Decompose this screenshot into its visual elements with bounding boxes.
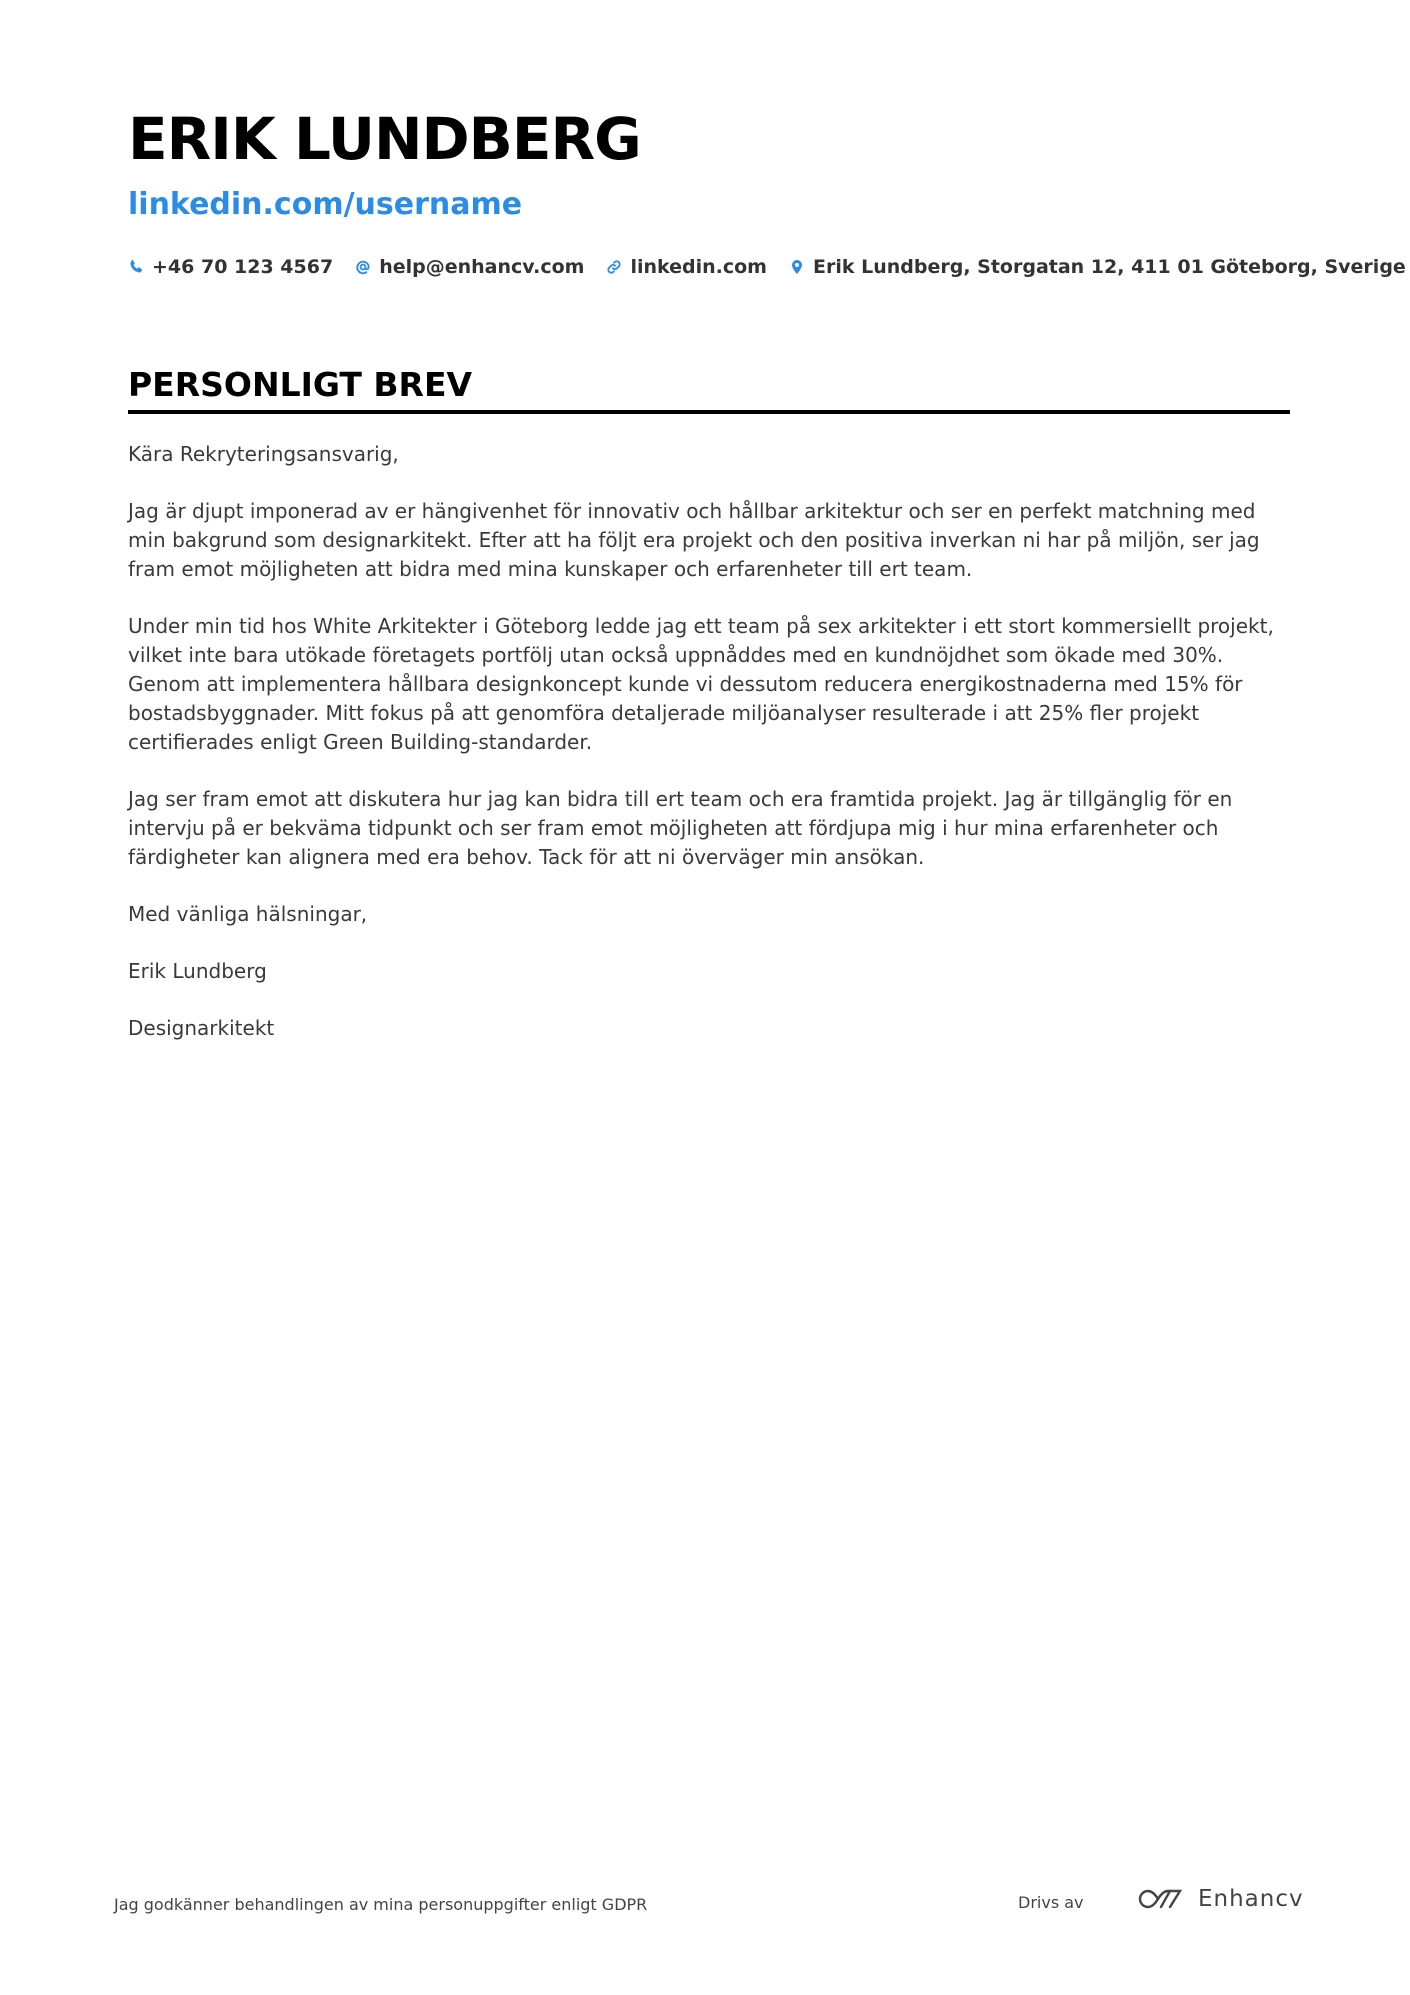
letter-closing: Med vänliga hälsningar, <box>128 902 368 926</box>
section-divider <box>128 410 1290 414</box>
signature-title: Designarkitekt <box>128 1016 275 1040</box>
letter-greeting: Kära Rekryteringsansvarig, <box>128 442 399 466</box>
contact-address <box>789 256 1406 278</box>
location-pin-icon <box>789 259 805 275</box>
contact-linkedin[interactable] <box>606 256 767 278</box>
signature-name: Erik Lundberg <box>128 959 267 983</box>
phone-icon <box>128 259 144 275</box>
link-icon <box>606 259 622 275</box>
letter-body <box>128 440 1290 1071</box>
gdpr-consent-text: Jag godkänner behandlingen av mina personuppgifter enligt GDPR <box>114 1895 648 1914</box>
contact-phone[interactable] <box>128 256 333 278</box>
enhancv-brand-name: Enhancv <box>1198 1886 1304 1912</box>
linkedin-subtitle-link[interactable]: linkedin.com/username <box>128 187 523 222</box>
contact-bar <box>128 256 1410 278</box>
contact-address-text: Erik Lundberg, Storgatan 12, 411 01 Göteborg, Sverige <box>812 256 1406 278</box>
enhancv-brand[interactable] <box>1138 1886 1304 1912</box>
letter-paragraph: Jag ser fram emot att diskutera hur jag kan bidra till ert team och era framtida projekt. Jag är tillgänglig för en intervju på er bekväma tidpunkt och ser fram emot möjligheten att fördjupa mig i hur mina erfarenheter och färdigheter kan alignera med era behov. Tack för att ni överväger min ansökan. <box>128 787 1233 869</box>
enhancv-logo-icon <box>1138 1886 1184 1912</box>
letter-paragraph: Under min tid hos White Arkitekter i Göteborg ledde jag ett team på sex arkitekter i ett stort kommersiellt projekt, vilket inte bara utökade företagets portfölj utan också uppnåddes med en kundnöjdhet som ökade med 30%. Genom att implementera hållbara designkoncept kunde vi dessutom reducera energikostnaderna med 15% för bostadsbyggnader. Mitt fokus på att genomföra detaljerade miljöanalyser resulterade i att 25% fler projekt certifierades enligt Green Building-standarder. <box>128 614 1274 754</box>
at-icon <box>355 259 371 275</box>
candidate-name: ERIK LUNDBERG <box>128 105 641 173</box>
contact-email-text: help@enhancv.com <box>379 256 585 278</box>
section-title: PERSONLIGT BREV <box>128 365 473 404</box>
powered-by-label: Drivs av <box>1018 1893 1084 1912</box>
contact-linkedin-text: linkedin.com <box>630 256 767 278</box>
contact-email[interactable] <box>355 256 584 278</box>
letter-paragraph: Jag är djupt imponerad av er hängivenhet för innovativ och hållbar arkitektur och ser en perfekt matchning med min bakgrund som designarkitekt. Efter att ha följt era projekt och den positiva inverkan ni har på miljön, ser jag fram emot möjligheten att bidra med mina kunskaper och erfarenheter till ert team. <box>128 499 1260 581</box>
contact-phone-text: +46 70 123 4567 <box>152 256 334 278</box>
